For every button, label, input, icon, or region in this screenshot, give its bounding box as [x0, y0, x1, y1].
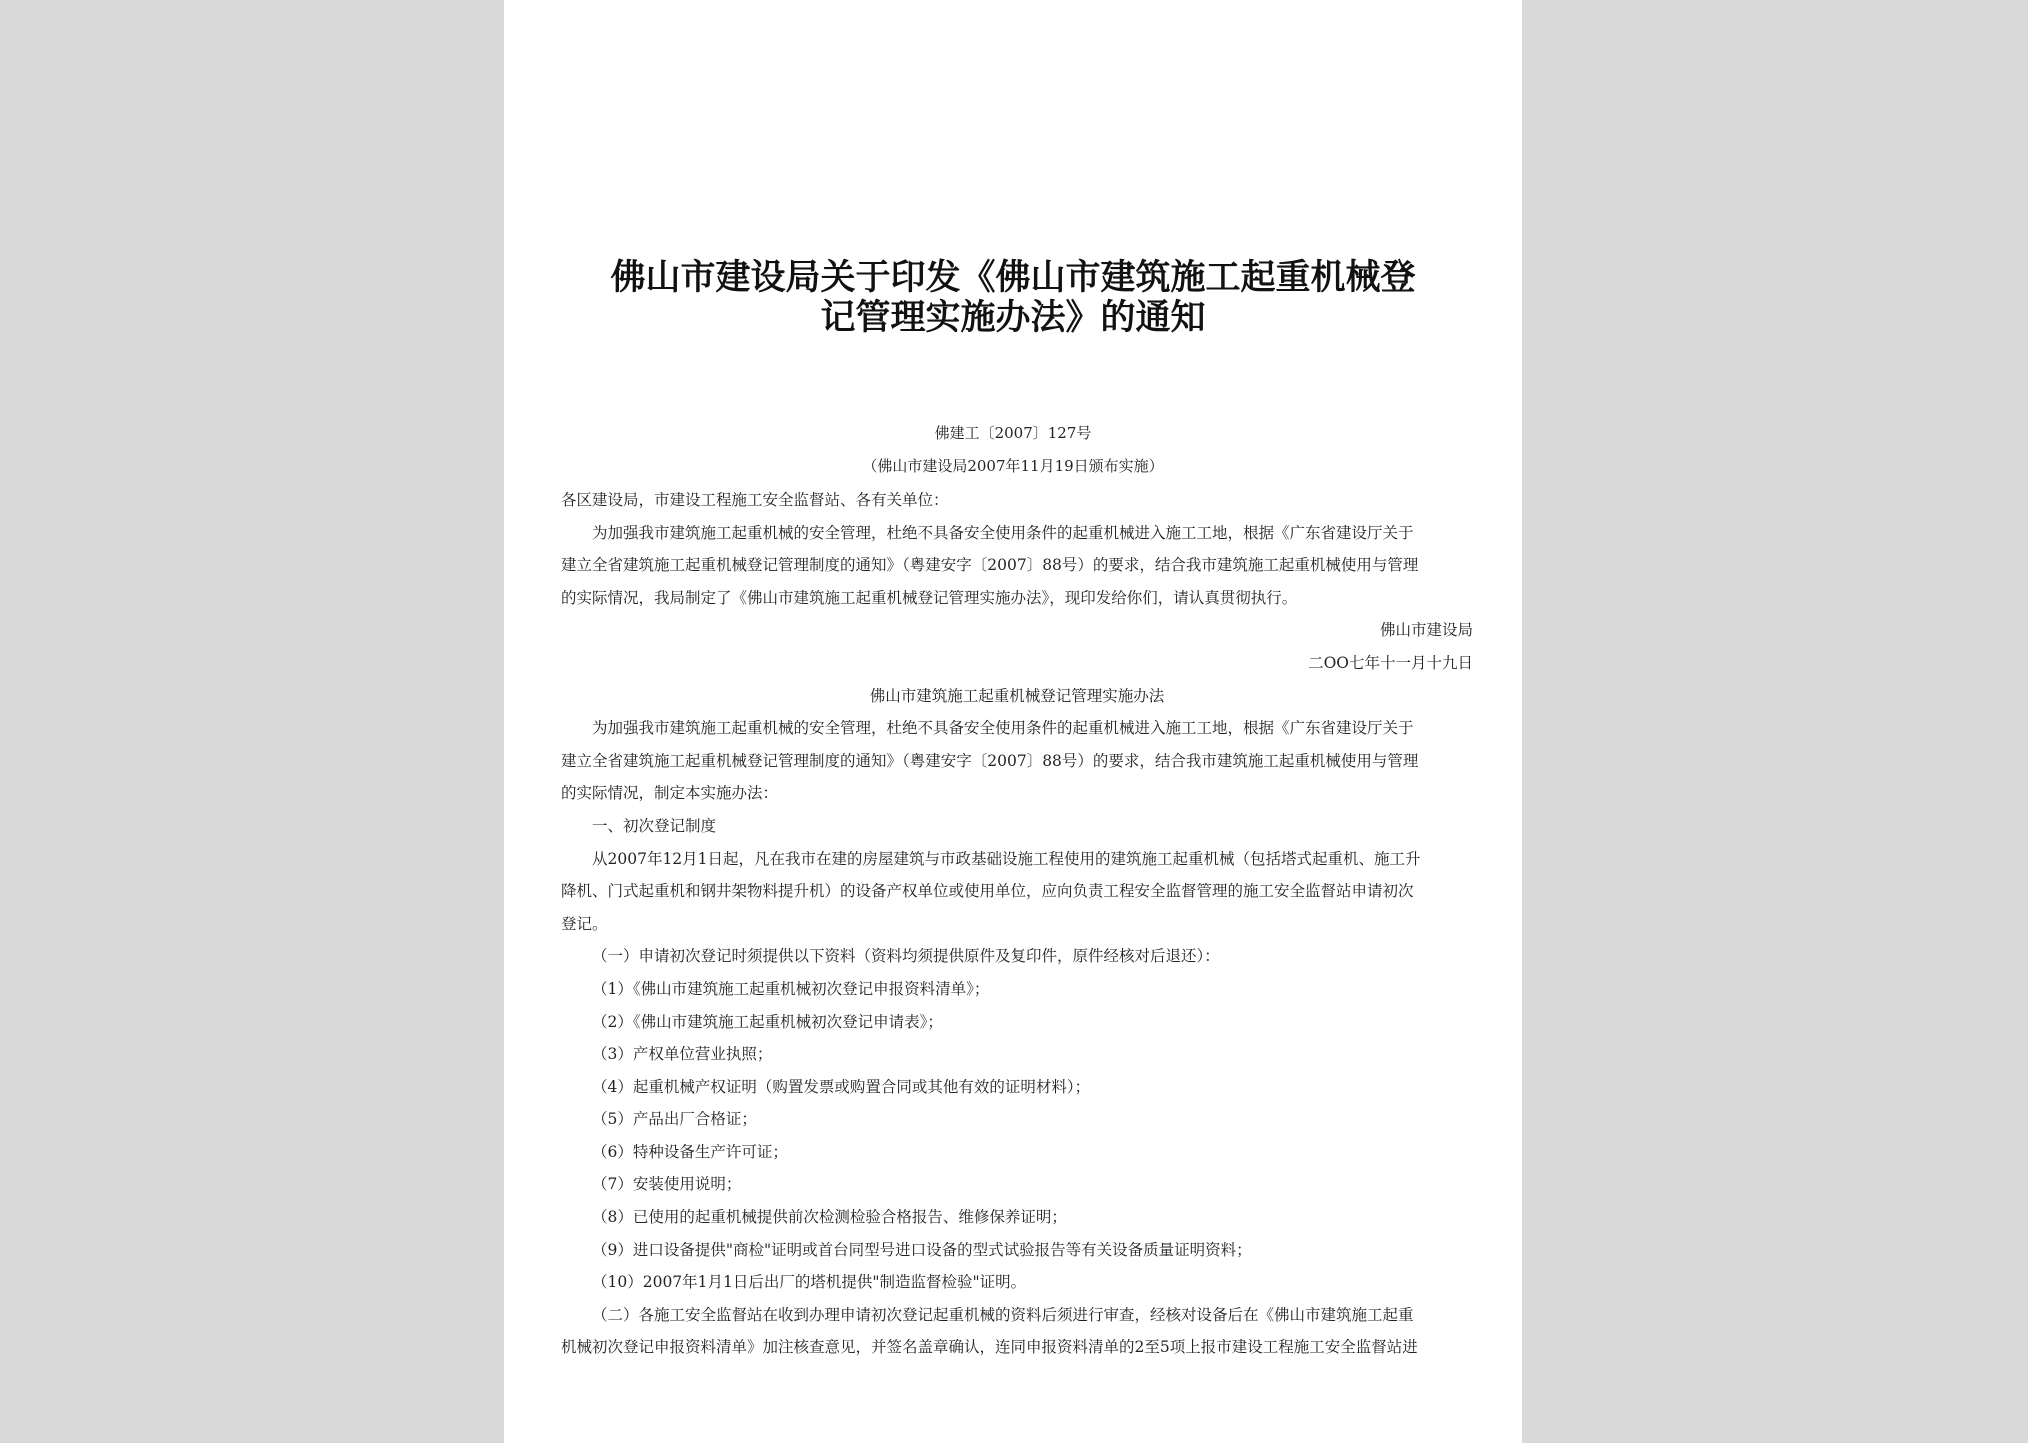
paragraph-line: 降机、门式起重机和钢井架物料提升机）的设备产权单位或使用单位，应向负责工程安全监督管理的施工安全监督站申请初次 [561, 882, 1414, 901]
signature-date: 二OO七年十一月十九日 [1308, 653, 1473, 672]
salutation: 各区建设局，市建设工程施工安全监督站、各有关单位： [561, 491, 949, 509]
document-number: 佛建工〔2007〕127号 [934, 424, 1092, 442]
list-item: （3）产权单位营业执照； [592, 1045, 773, 1064]
paragraph-line: 的实际情况，我局制定了《佛山市建筑施工起重机械登记管理实施办法》，现印发给你们，请认真贯彻执行。 [561, 588, 1298, 607]
list-item: （4）起重机械产权证明（购置发票或购置合同或其他有效的证明材料）； [592, 1077, 1091, 1096]
signature-issuer: 佛山市建设局 [1379, 621, 1473, 640]
paragraph-line: 为加强我市建筑施工起重机械的安全管理，杜绝不具备安全使用条件的起重机械进入施工工地，根据《广东省建设厅关于 [592, 719, 1414, 738]
list-item: （6）特种设备生产许可证； [592, 1142, 788, 1161]
paragraph-line: 建立全省建筑施工起重机械登记管理制度的通知》（粤建安字〔2007〕88号）的要求，结合我市建筑施工起重机械使用与管理 [561, 751, 1419, 770]
title-line-1: 佛山市建设局关于印发《佛山市建筑施工起重机械登 [610, 257, 1416, 298]
document-page [504, 0, 1522, 1443]
paragraph-line: 建立全省建筑施工起重机械登记管理制度的通知》（粤建安字〔2007〕88号）的要求，结合我市建筑施工起重机械使用与管理 [561, 556, 1419, 575]
paragraph-line: 的实际情况，制定本实施办法： [561, 784, 779, 803]
document-title [594, 258, 1432, 338]
heading-initial-registration: 一、初次登记制度 [592, 816, 717, 835]
document-body [561, 484, 1473, 1364]
paragraph-line: 为加强我市建筑施工起重机械的安全管理，杜绝不具备安全使用条件的起重机械进入施工工地，根据《广东省建设厅关于 [592, 523, 1414, 542]
list-item: （7）安装使用说明； [592, 1175, 742, 1194]
paragraph-line: 登记。 [561, 914, 608, 933]
title-line-2: 记管理实施办法》的通知 [820, 297, 1206, 338]
list-item: （10）2007年1月1日后出厂的塔机提供"制造监督检验"证明。 [592, 1273, 1027, 1292]
list-item: （8）已使用的起重机械提供前次检测检验合格报告、维修保养证明； [592, 1208, 1067, 1227]
paragraph-line: 机械初次登记申报资料清单》加注核查意见，并签名盖章确认，连同申报资料清单的2至5项上报市建设工程施工安全监督站进 [561, 1338, 1418, 1357]
list-item: （2）《佛山市建筑施工起重机械初次登记申请表》； [592, 1012, 943, 1031]
section-title: 佛山市建筑施工起重机械登记管理实施办法 [869, 686, 1165, 705]
paragraph-line: 从2007年12月1日起，凡在我市在建的房屋建筑与市政基础设施工程使用的建筑施工起重机械（包括塔式起重机、施工升 [592, 849, 1421, 868]
paragraph-line: （二）各施工安全监督站在收到办理申请初次登记起重机械的资料后须进行审查，经核对设备后在《佛山市建筑施工起重 [592, 1305, 1414, 1324]
subheading-required-documents: （一）申请初次登记时须提供以下资料（资料均须提供原件及复印件，原件经核对后退还）： [592, 947, 1220, 966]
list-item: （1）《佛山市建筑施工起重机械初次登记申报资料清单》； [592, 979, 990, 998]
list-item: （5）产品出厂合格证； [592, 1110, 757, 1129]
list-item: （9）进口设备提供"商检"证明或首台同型号进口设备的型式试验报告等有关设备质量证明资料； [592, 1240, 1252, 1259]
issue-note: （佛山市建设局2007年11月19日颁布实施） [862, 457, 1164, 475]
